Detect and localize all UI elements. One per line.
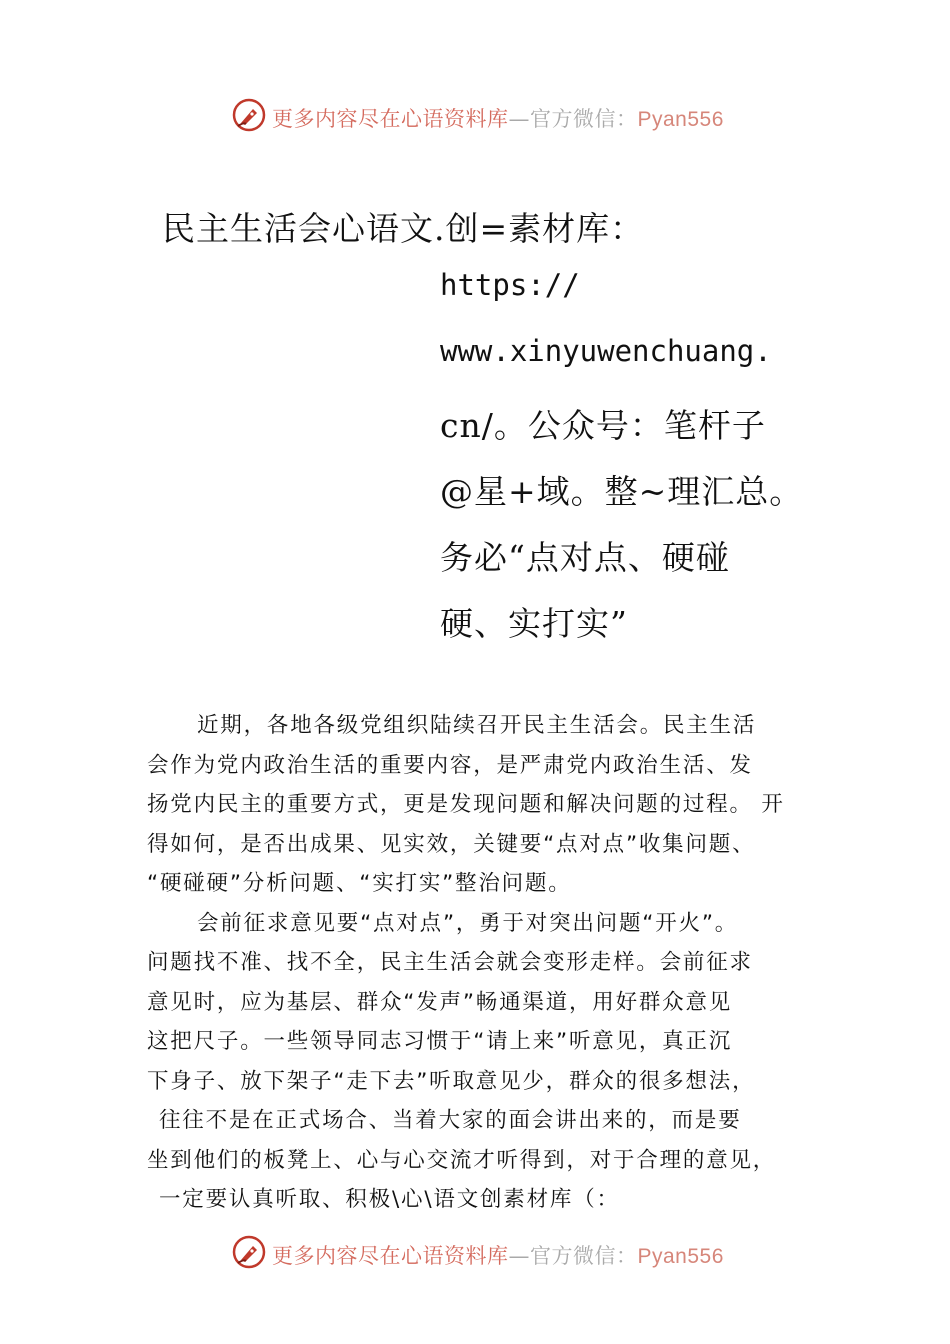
banner-dash: — (508, 1244, 530, 1268)
body-line: 这把尺子。一些领导同志习惯于“请上来”听意见，真正沉 (147, 1029, 733, 1054)
body-line: 会前征求意见要“点对点”，勇于对突出问题“开火”。 (197, 910, 739, 936)
body-line: 一定要认真听取、积极\心\语文创素材库（： (159, 1187, 620, 1212)
banner-dash: — (508, 107, 530, 131)
source-line: cn/。公众号：笔杆子 (440, 406, 766, 445)
pen-nib-logo-icon (232, 1235, 266, 1269)
source-line: 务必“点对点、硬碰 (440, 538, 730, 577)
header-banner (0, 94, 950, 138)
source-line: @星+域。整~理汇总。 (440, 472, 804, 511)
body-line: 下身子、放下架子“走下去”听取意见少，群众的很多想法， (147, 1068, 756, 1094)
page-title: 民主生活会心语文.创=素材库： (162, 209, 645, 248)
banner-wechat-id: Pyan556 (637, 108, 724, 131)
footer-banner (0, 1231, 950, 1275)
body-line: 近期，各地各级党组织陆续召开民主生活会。民主生活 (197, 713, 757, 738)
body-line: “硬碰硬”分析问题、“实打实”整治问题。 (147, 871, 572, 896)
body-line: 会作为党内政治生活的重要内容，是严肃党内政治生活、发 (147, 752, 753, 778)
source-line: https:// (440, 268, 580, 302)
body-line: 意见时，应为基层、群众“发声”畅通渠道，用好群众意见 (147, 989, 733, 1015)
body-line: 问题找不准、找不全，民主生活会就会变形走样。会前征求 (147, 950, 753, 975)
banner-text (272, 1240, 724, 1270)
source-line: www.xinyuwenchuang. (440, 334, 772, 368)
source-info-block (440, 268, 804, 664)
banner-text (272, 103, 724, 133)
body-line: 坐到他们的板凳上、心与心交流才听得到，对于合理的意见， (147, 1147, 777, 1173)
body-line: 得如何，是否出成果、见实效，关键要“点对点”收集问题、 (147, 831, 756, 857)
source-line: 硬、实打实” (440, 604, 628, 643)
banner-wechat-id: Pyan556 (637, 1245, 724, 1268)
article-body (147, 706, 827, 1220)
body-line: 扬党内民主的重要方式，更是发现问题和解决问题的过程。 开 (147, 792, 785, 817)
banner-wechat-label: 官方微信： (530, 107, 638, 131)
banner-wechat-label: 官方微信： (530, 1244, 638, 1268)
pen-nib-logo-icon (232, 98, 266, 132)
body-line: 往往不是在正式场合、当着大家的面会讲出来的，而是要 (159, 1108, 742, 1133)
banner-red-text: 更多内容尽在心语资料库 (272, 1244, 509, 1268)
banner-red-text: 更多内容尽在心语资料库 (272, 107, 509, 131)
